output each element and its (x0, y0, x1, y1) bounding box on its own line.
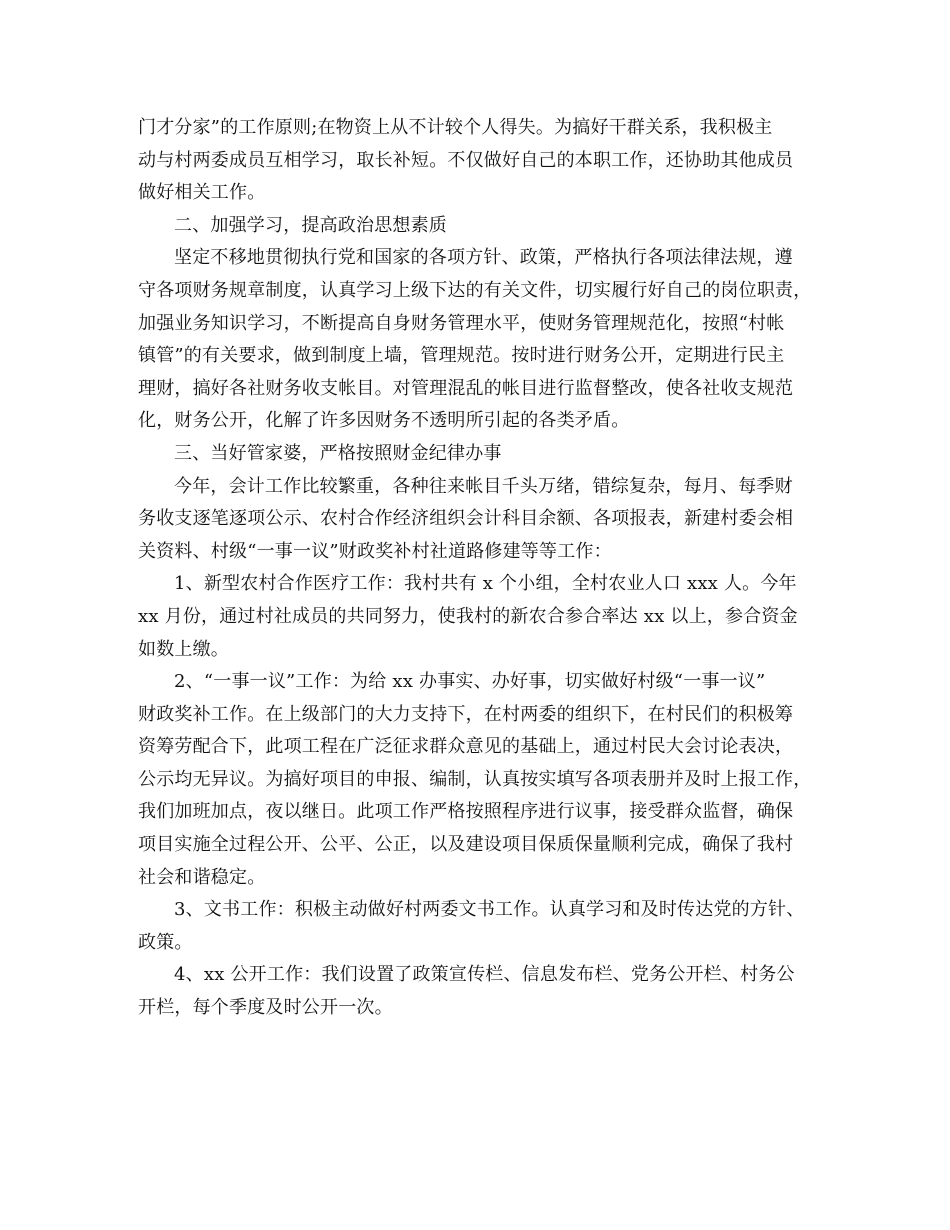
text-line: 项目实施全过程公开、公平、公正，以及建设项目保质保量顺利完成，确保了我村 (138, 834, 794, 856)
text-line: 开栏，每个季度及时公开一次。 (138, 997, 393, 1019)
list-item: 3、文书工作：积极主动做好村两委文书工作。认真学习和及时传达党的方针、 (174, 899, 805, 921)
text-line: 财政奖补工作。在上级部门的大力支持下，在村两委的组织下，在村民们的积极筹 (138, 703, 794, 725)
text-line: 加强业务知识学习，不断提高自身财务管理水平，使财务管理规范化，按照“村帐 (138, 312, 785, 334)
text-line: 化，财务公开，化解了许多因财务不透明所引起的各类矛盾。 (138, 410, 630, 432)
text-line: 关资料、村级“一事一议”财政奖补村社道路修建等等工作： (138, 540, 612, 562)
text-line: 我们加班加点，夜以继日。此项工作严格按照程序进行议事，接受群众监督，确保 (138, 801, 794, 823)
text-line: 社会和谐稳定。 (138, 866, 266, 888)
text-line: 政策。 (138, 931, 193, 953)
document-body (138, 112, 814, 1025)
section-heading: 三、当好管家婆，严格按照财金纪律办事 (174, 442, 502, 464)
text-line: 动与村两委成员互相学习，取长补短。不仅做好自己的本职工作，还协助其他成员 (138, 149, 794, 171)
text-line: 理财，搞好各社财务收支帐目。对管理混乱的帐目进行监督整改，使各社收支规范 (138, 377, 794, 399)
section-heading: 二、加强学习，提高政治思想素质 (174, 214, 447, 236)
text-line: 资筹劳配合下，此项工程在广泛征求群众意见的基础上，通过村民大会讨论表决， (138, 736, 794, 758)
list-item: 1、新型农村合作医疗工作：我村共有 x 个小组，全村农业人口 xxx 人。今年 (174, 573, 797, 595)
text-line: 守各项财务规章制度，认真学习上级下达的有关文件，切实履行好自己的岗位职责， (138, 279, 812, 301)
text-line: 做好相关工作。 (138, 182, 266, 204)
text-line: 镇管”的有关要求，做到制度上墙，管理规范。按时进行财务公开，定期进行民主 (138, 345, 785, 367)
text-line: 如数上缴。 (138, 638, 229, 660)
text-line: 坚定不移地贯彻执行党和国家的各项方针、政策，严格执行各项法律法规，遵 (174, 247, 793, 269)
list-item: 4、xx 公开工作：我们设置了政策宣传栏、信息发布栏、党务公开栏、村务公 (174, 964, 795, 986)
text-line: 门才分家”的工作原则;在物资上从不计较个人得失。为搞好干群关系，我积极主 (138, 117, 773, 138)
text-line: xx 月份，通过村社成员的共同努力，使我村的新农合参合率达 xx 以上，参合资金 (138, 605, 798, 627)
text-line: 公示均无异议。为搞好项目的申报、编制，认真按实填写各项表册并及时上报工作， (138, 768, 812, 790)
text-line: 今年，会计工作比较繁重，各种往来帐目千头万绪，错综复杂，每月、每季财 (174, 475, 793, 497)
list-item: 2、“一事一议”工作：为给 xx 办事实、办好事，切实做好村级“一事一议” (174, 671, 766, 693)
text-line: 务收支逐笔逐项公示、农村合作经济组织会计科目余额、各项报表，新建村委会相 (138, 508, 794, 530)
